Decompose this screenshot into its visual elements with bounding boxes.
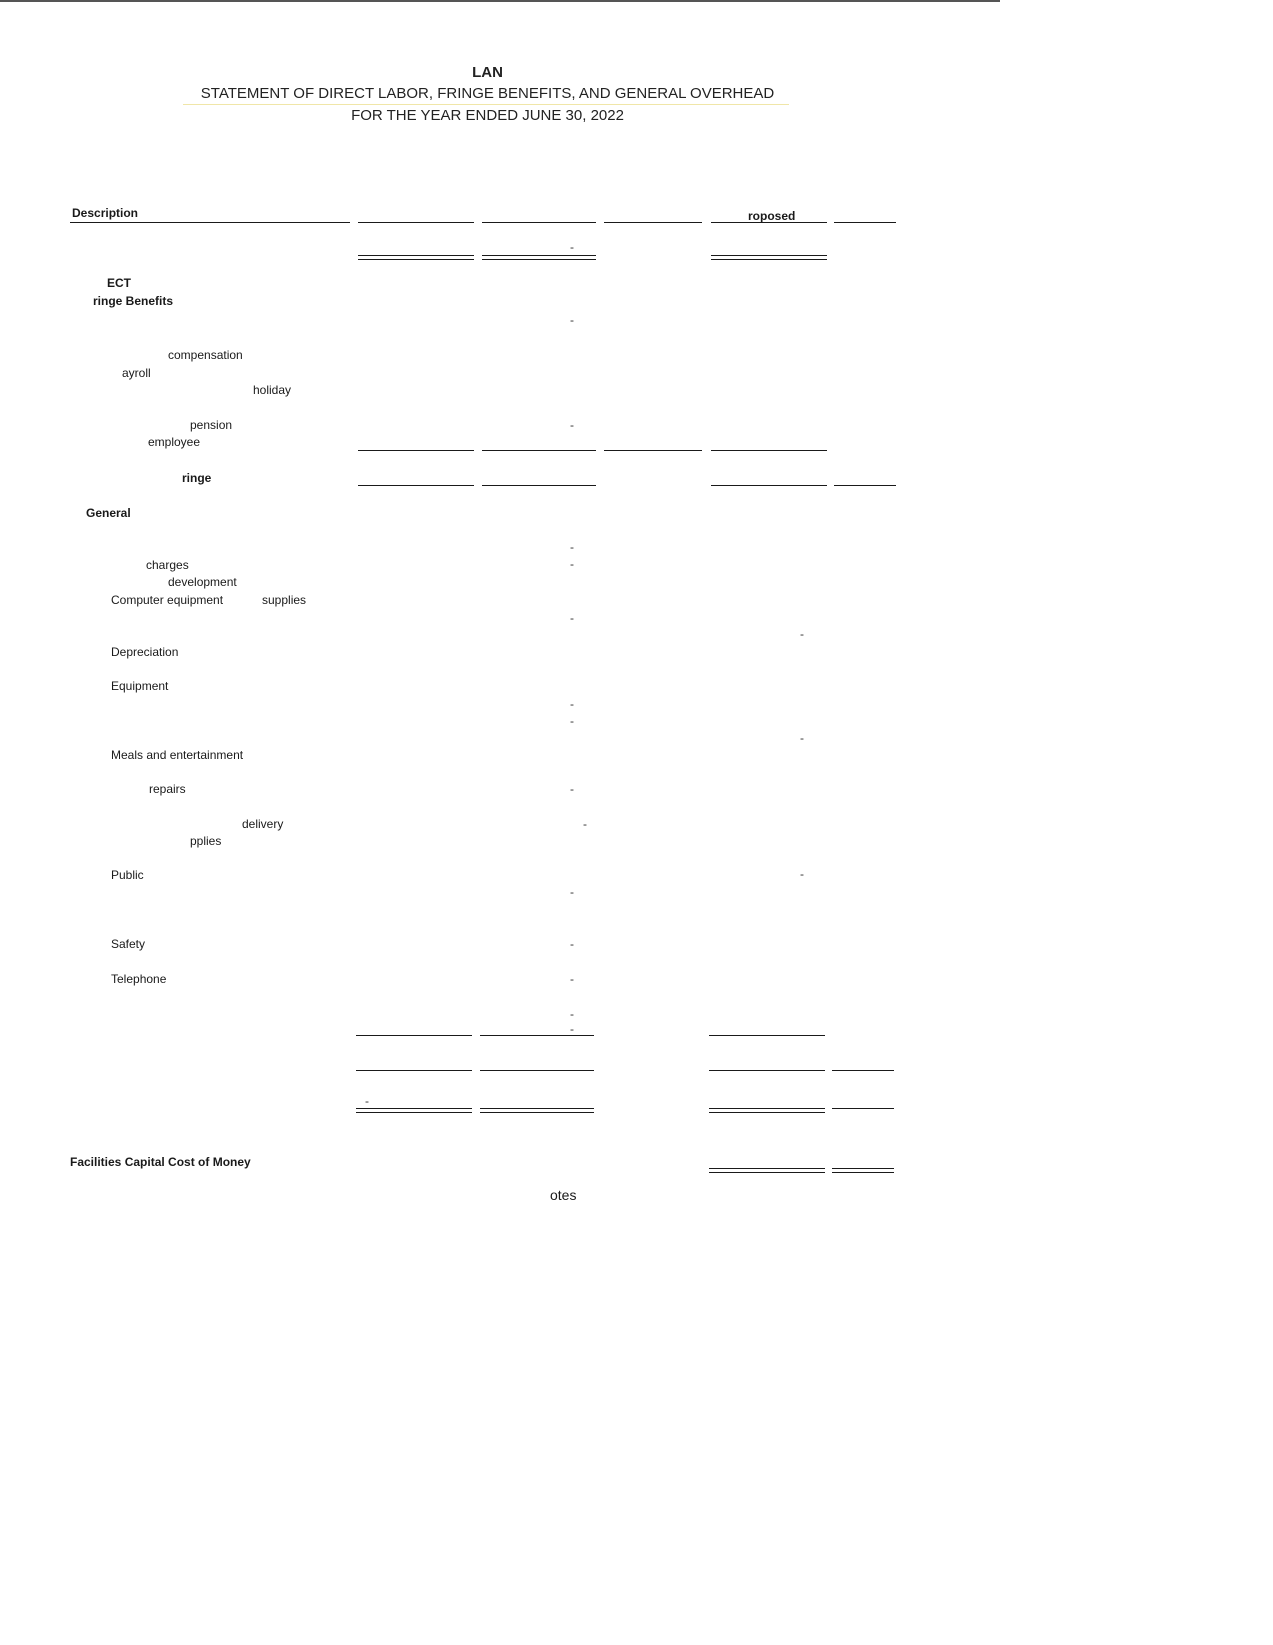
header-underline-col1	[358, 222, 474, 223]
fringe-item-holiday: holiday	[253, 383, 292, 397]
subtotal-rule	[711, 450, 827, 451]
general-item-computer-equipment: Computer equipment	[111, 593, 224, 607]
total-rule	[711, 485, 827, 486]
total-rule	[358, 485, 474, 486]
dash-value: -	[365, 1094, 369, 1108]
header-underline-col2	[482, 222, 596, 223]
total-rule	[709, 1070, 825, 1071]
double-rule	[356, 1108, 472, 1113]
general-item-safety: Safety	[111, 937, 146, 951]
total-rule	[832, 1070, 894, 1071]
dash-value: -	[570, 1007, 574, 1021]
fringe-item-payroll: ayroll	[122, 366, 151, 380]
total-rule	[356, 1070, 472, 1071]
dash-value: -	[570, 313, 574, 327]
section-fringe-benefits: ringe Benefits	[93, 294, 174, 308]
header-underline-col3	[604, 222, 702, 223]
dash-value: -	[583, 817, 587, 831]
subtotal-rule	[358, 450, 474, 451]
subtotal-rule	[604, 450, 702, 451]
dash-value: -	[570, 418, 574, 432]
dash-value: -	[570, 540, 574, 554]
subtotal-rule	[356, 1035, 472, 1036]
general-item-depreciation: Depreciation	[111, 645, 179, 659]
scan-top-edge	[0, 0, 1000, 2]
dash-value: -	[570, 557, 574, 571]
header-underline-col5	[834, 222, 896, 223]
dash-value: -	[570, 611, 574, 625]
subtotal-rule	[709, 1035, 825, 1036]
dash-value: -	[570, 972, 574, 986]
dash-value: -	[570, 240, 574, 254]
subtotal-rule	[482, 450, 596, 451]
double-rule	[832, 1168, 894, 1173]
statement-title: STATEMENT OF DIRECT LABOR, FRINGE BENEFITS, AND GENERAL OVERHEAD	[200, 85, 775, 102]
general-item-charges: charges	[146, 558, 189, 572]
footer-notes: otes	[550, 1187, 577, 1203]
total-rule	[832, 1108, 894, 1109]
dash-value: -	[800, 627, 804, 641]
fringe-total-label: ringe	[182, 471, 212, 485]
section-direct: ECT	[107, 276, 131, 290]
double-rule	[482, 255, 596, 260]
fringe-item-employee: employee	[148, 435, 201, 449]
double-rule	[358, 255, 474, 260]
company-name: LAN	[472, 64, 503, 81]
general-item-pplies: pplies	[190, 834, 222, 848]
dash-value: -	[570, 885, 574, 899]
dash-value: -	[570, 782, 574, 796]
total-rule	[482, 485, 596, 486]
total-rule	[480, 1070, 594, 1071]
double-rule	[709, 1168, 825, 1173]
general-item-equipment: Equipment	[111, 679, 169, 693]
double-rule	[480, 1108, 594, 1113]
dash-value: -	[570, 937, 574, 951]
general-item-supplies: supplies	[262, 593, 307, 607]
header-underline-description	[70, 222, 350, 223]
dash-value: -	[570, 714, 574, 728]
general-item-development: development	[168, 575, 237, 589]
dash-value: -	[570, 697, 574, 711]
fccm-label: Facilities Capital Cost of Money	[70, 1155, 251, 1169]
general-item-public: Public	[111, 868, 144, 882]
header-underline-proposed	[711, 222, 827, 223]
general-item-telephone: Telephone	[111, 972, 167, 986]
general-item-repairs: repairs	[149, 782, 186, 796]
general-item-meals: Meals and entertainment	[111, 748, 244, 762]
double-rule	[709, 1108, 825, 1113]
statement-period: FOR THE YEAR ENDED JUNE 30, 2022	[351, 107, 624, 124]
title-underline	[183, 104, 789, 105]
column-header-description: Description	[72, 206, 139, 220]
fringe-item-pension: pension	[190, 418, 233, 432]
fringe-item-compensation: compensation	[168, 348, 243, 362]
total-rule	[834, 485, 896, 486]
general-item-delivery: delivery	[242, 817, 284, 831]
column-header-proposed: roposed	[748, 209, 796, 223]
section-general: General	[86, 506, 131, 520]
dash-value: -	[800, 731, 804, 745]
dash-value: -	[570, 1022, 574, 1036]
double-rule	[711, 255, 827, 260]
dash-value: -	[800, 867, 804, 881]
subtotal-rule	[480, 1035, 594, 1036]
